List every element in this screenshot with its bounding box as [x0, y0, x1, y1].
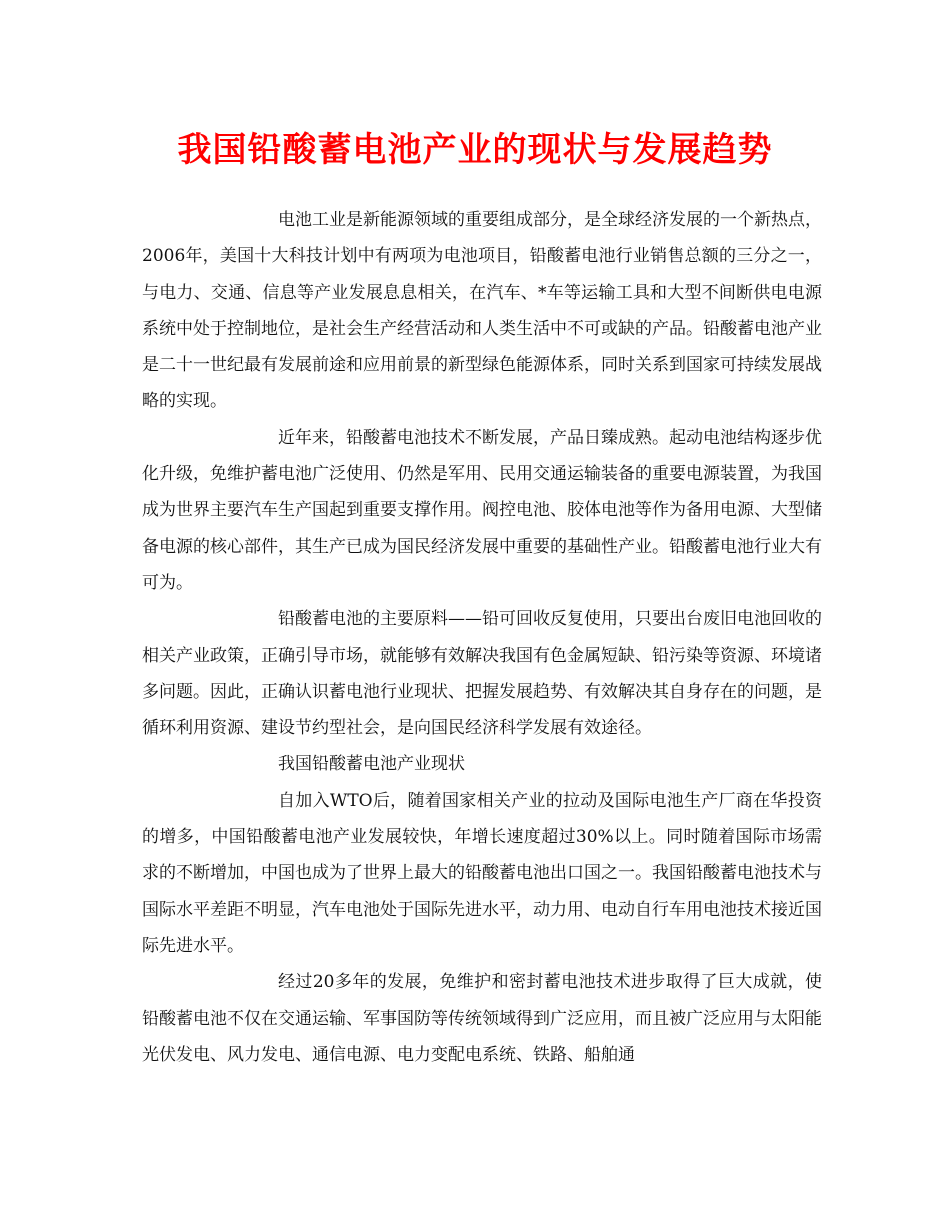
section-heading: 我国铅酸蓄电池产业现状 — [278, 754, 465, 775]
paragraph-wto: 自加入WTO后，随着国家相关产业的拉动及国际电池生产厂商在华投资的增多，中国铅酸蓄电池产业发展较快，年增长速度超过30%以上。同时随着国际市场需求的不断增加，中国也成为了世界上最大的铅酸蓄电池出口国之一。我国铅酸蓄电池技术与国际水平差距不明显，汽车电池处于国际先进水平，动力用、电动自行车用电池技术接近国际先进水平。 — [142, 790, 822, 956]
document-body — [142, 202, 822, 1073]
paragraph-development: 经过20多年的发展，免维护和密封蓄电池技术进步取得了巨大成就，使铅酸蓄电池不仅在交通运输、军事国防等传统领域得到广泛应用，而且被广泛应用与太阳能光伏发电、风力发电、通信电源、电力变配电系统、铁路、船舶通 — [142, 972, 822, 1065]
paragraph-intro: 电池工业是新能源领域的重要组成部分，是全球经济发展的一个新热点，2006年，美国十大科技计划中有两项为电池项目，铅酸蓄电池行业销售总额的三分之一，与电力、交通、信息等产业发展息息相关，在汽车、*车等运输工具和大型不间断供电电源系统中处于控制地位，是社会生产经营活动和人类生活中不可或缺的产品。铅酸蓄电池产业是二十一世纪最有发展前途和应用前景的新型绿色能源体系，同时关系到国家可持续发展战略的实现。 — [142, 210, 822, 412]
document-title: 我国铅酸蓄电池产业的现状与发展趋势 — [177, 130, 773, 170]
paragraph-recycling: 铅酸蓄电池的主要原料——铅可回收反复使用，只要出台废旧电池回收的相关产业政策，正确引导市场，就能够有效解决我国有色金属短缺、铅污染等资源、环境诸多问题。因此，正确认识蓄电池行业现状、把握发展趋势、有效解决其自身存在的问题，是循环利用资源、建设节约型社会，是向国民经济科学发展有效途径。 — [142, 609, 822, 739]
paragraph-technology: 近年来，铅酸蓄电池技术不断发展，产品日臻成熟。起动电池结构逐步优化升级，免维护蓄电池广泛使用、仍然是军用、民用交通运输装备的重要电源装置，为我国成为世界主要汽车生产国起到重要支撑作用。阀控电池、胶体电池等作为备用电源、大型储备电源的核心部件，其生产已成为国民经济发展中重要的基础性产业。铅酸蓄电池行业大有可为。 — [142, 427, 822, 593]
